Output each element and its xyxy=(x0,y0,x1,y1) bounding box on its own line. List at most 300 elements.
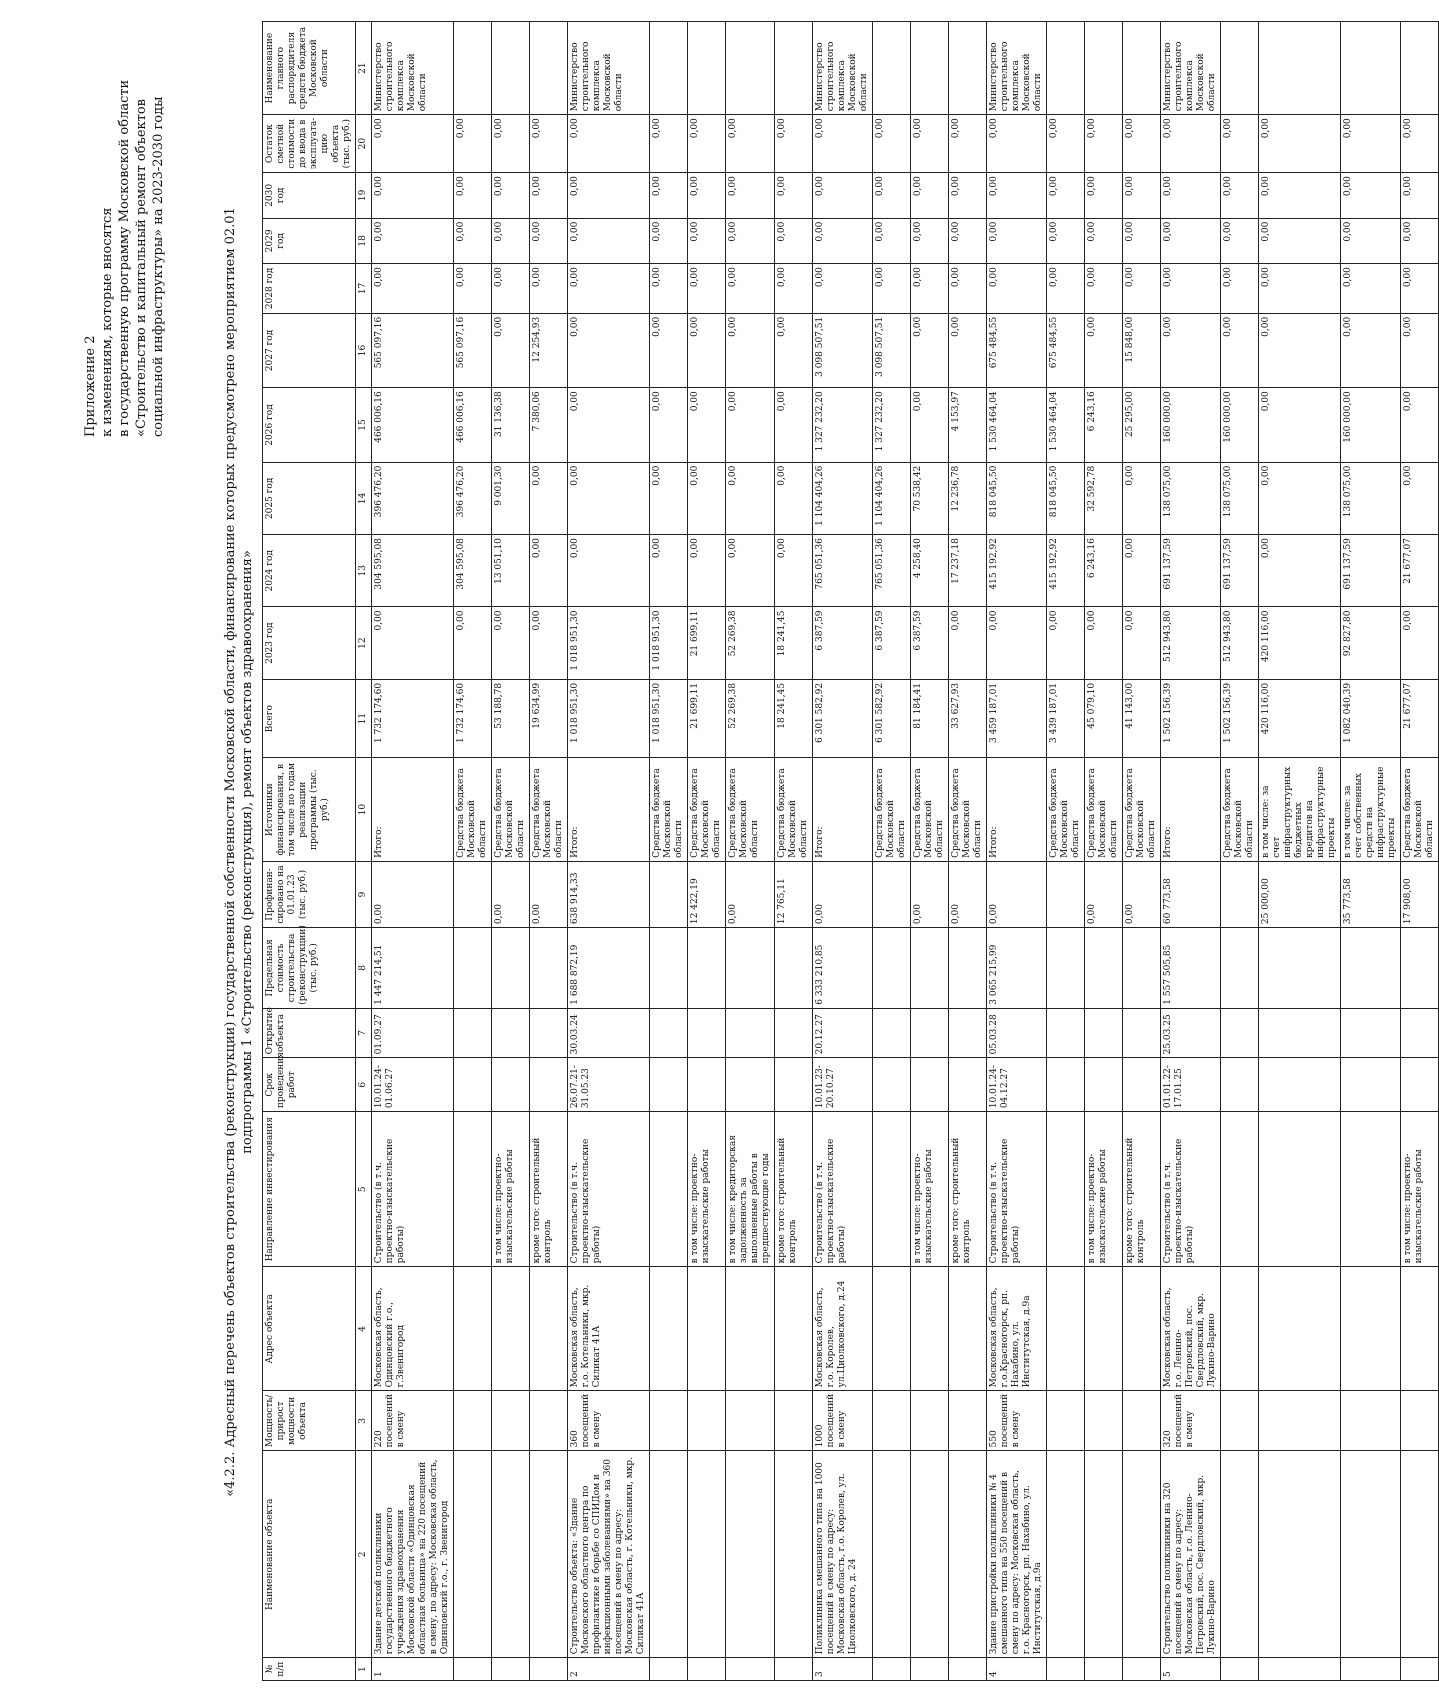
table-cell: 26.07.21-31.05.23 xyxy=(568,1058,650,1112)
table-cell xyxy=(775,1391,813,1451)
table-cell: 512 943,80 xyxy=(1221,607,1259,679)
table-cell xyxy=(650,861,688,927)
table-cell: 0,00 xyxy=(1123,861,1161,927)
table-cell xyxy=(1341,1658,1401,1681)
table-cell xyxy=(911,1391,949,1451)
table-cell: 21 699,11 xyxy=(688,607,726,679)
table-cell: 691 137,59 xyxy=(1221,535,1259,607)
table-cell: 0,00 xyxy=(1085,313,1123,387)
table-cell: 1 104 404,26 xyxy=(813,462,873,534)
table-cell: 1 502 156,39 xyxy=(1221,679,1259,758)
table-cell: Московская область, г.о. Ленино-Петровский, пос. Свердловский, мкр. Лукино-Варино xyxy=(1161,1267,1221,1391)
table-cell xyxy=(873,1008,911,1058)
table-cell xyxy=(1341,1112,1401,1267)
table-cell: 9 001,30 xyxy=(492,462,530,534)
column-header: Профинан-сировано на 01.01.23 (тыс. руб.) xyxy=(263,861,356,927)
table-row xyxy=(1123,22,1161,1681)
table-cell xyxy=(492,1008,530,1058)
table-cell: Московская область, г.о.Красногорск, рп. Нахабино, ул. Институтская, д.9а xyxy=(987,1267,1047,1391)
table-cell: 01.01.22-17.01.25 xyxy=(1161,1058,1221,1112)
table-cell: 818 045,50 xyxy=(1047,462,1085,534)
table-cell: 0,00 xyxy=(1085,173,1123,219)
table-cell xyxy=(1401,1267,1439,1391)
column-header: 2024 год xyxy=(263,535,356,607)
table-cell xyxy=(873,1267,911,1391)
column-header: Наименование главного распорядителя средств бюджета Московской области xyxy=(263,22,356,115)
table-cell: 0,00 xyxy=(530,218,568,264)
table-cell: 691 137,59 xyxy=(1161,535,1221,607)
table-row xyxy=(813,22,873,1681)
table-cell xyxy=(726,1058,775,1112)
table-cell xyxy=(1259,1112,1341,1267)
table-cell: 70 538,42 xyxy=(911,462,949,534)
table-cell: 0,00 xyxy=(911,861,949,927)
table-cell xyxy=(1401,22,1439,115)
table-cell xyxy=(873,928,911,1009)
column-number: 4 xyxy=(356,1267,372,1391)
table-cell: 0,00 xyxy=(726,264,775,314)
table-cell xyxy=(911,1267,949,1391)
table-cell: 0,00 xyxy=(987,173,1047,219)
table-cell: 0,00 xyxy=(492,607,530,679)
table-cell: 6 243,16 xyxy=(1085,388,1123,462)
table-cell: 0,00 xyxy=(873,115,911,173)
table-cell xyxy=(873,22,911,115)
table-row xyxy=(1161,22,1221,1681)
table-cell: 52 269,38 xyxy=(726,679,775,758)
table-cell: 0,00 xyxy=(1085,264,1123,314)
table-cell: 0,00 xyxy=(688,173,726,219)
table-cell: 0,00 xyxy=(1123,115,1161,173)
table-cell xyxy=(530,1658,568,1681)
column-header: Открытие объекта xyxy=(263,1008,356,1058)
column-header: Всего xyxy=(263,679,356,758)
table-cell: в том числе: проектно-изыскательские работы xyxy=(688,1112,726,1267)
table-cell xyxy=(492,1658,530,1681)
address-list-table xyxy=(262,21,1439,1681)
table-cell: 21 699,11 xyxy=(688,679,726,758)
table-cell: 0,00 xyxy=(1259,218,1341,264)
table-cell: 25.03.25 xyxy=(1161,1008,1221,1058)
column-number: 2 xyxy=(356,1451,372,1658)
table-cell: 0,00 xyxy=(1401,607,1439,679)
table-cell: 0,00 xyxy=(650,388,688,462)
table-cell xyxy=(775,1058,813,1112)
table-cell: 0,00 xyxy=(1221,173,1259,219)
table-cell xyxy=(650,1391,688,1451)
table-cell xyxy=(1221,1267,1259,1391)
table-cell: 160 000,00 xyxy=(1221,388,1259,462)
table-cell: 0,00 xyxy=(1047,115,1085,173)
table-cell: 675 484,55 xyxy=(1047,313,1085,387)
table-cell: 01.09.27 xyxy=(372,1008,454,1058)
table-cell: 691 137,59 xyxy=(1341,535,1401,607)
table-cell: в том числе: проектно-изыскательские работы xyxy=(1085,1112,1123,1267)
column-header: Остаток сметной стоимости до ввода в эксплуата-цию объекта (тыс. руб.) xyxy=(263,115,356,173)
table-cell: 0,00 xyxy=(530,607,568,679)
table-cell xyxy=(1085,1267,1123,1391)
table-cell: 0,00 xyxy=(1401,115,1439,173)
table-cell xyxy=(1341,1008,1401,1058)
table-cell: 0,00 xyxy=(1123,218,1161,264)
table-cell: Министерство строительного комплекса Московской области xyxy=(987,22,1047,115)
table-cell xyxy=(1047,1058,1085,1112)
table-cell xyxy=(650,928,688,1009)
table-cell: 0,00 xyxy=(1259,535,1341,607)
table-cell xyxy=(949,1008,987,1058)
table-cell: в том числе: за счет инфраструктурных бюджетных кредитов на инфраструктурные проекты xyxy=(1259,758,1341,861)
table-cell: 0,00 xyxy=(775,264,813,314)
column-number: 9 xyxy=(356,861,372,927)
table-cell: Министерство строительного комплекса Московской области xyxy=(372,22,454,115)
table-cell: Средства бюджета Московской области xyxy=(1401,758,1439,861)
table-cell: 1 082 040,39 xyxy=(1341,679,1401,758)
table-cell: 30.03.24 xyxy=(568,1008,650,1058)
table-cell: 33 627,93 xyxy=(949,679,987,758)
table-cell: 0,00 xyxy=(530,462,568,534)
table-cell: 20.12.27 xyxy=(813,1008,873,1058)
table-cell xyxy=(1085,928,1123,1009)
table-cell xyxy=(688,1267,726,1391)
column-number: 6 xyxy=(356,1058,372,1112)
table-cell xyxy=(1259,1058,1341,1112)
table-cell: Московская область, г.о. Котельники, мкр. Силикат 41А xyxy=(568,1267,650,1391)
table-cell xyxy=(688,1008,726,1058)
table-cell: 304 595,08 xyxy=(454,535,492,607)
table-cell xyxy=(1259,928,1341,1009)
table-cell xyxy=(650,1451,688,1658)
table-cell xyxy=(1221,1451,1259,1658)
table-cell: 0,00 xyxy=(1259,313,1341,387)
table-cell xyxy=(1259,22,1341,115)
table-cell: 12 254,93 xyxy=(530,313,568,387)
table-cell: 35 773,58 xyxy=(1341,861,1401,927)
table-cell xyxy=(530,1008,568,1058)
table-row xyxy=(530,22,568,1681)
table-cell: 0,00 xyxy=(949,313,987,387)
table-cell xyxy=(911,1658,949,1681)
table-cell xyxy=(726,928,775,1009)
table-cell: 1 018 951,30 xyxy=(568,679,650,758)
table-cell: 0,00 xyxy=(530,264,568,314)
table-cell: 4 xyxy=(987,1658,1047,1681)
column-number: 10 xyxy=(356,758,372,861)
table-cell xyxy=(454,861,492,927)
table-cell xyxy=(1259,1391,1341,1451)
table-cell: 3 xyxy=(813,1658,873,1681)
table-cell: 18 241,45 xyxy=(775,607,813,679)
column-number: 12 xyxy=(356,607,372,679)
table-cell: 0,00 xyxy=(987,264,1047,314)
column-number: 7 xyxy=(356,1008,372,1058)
column-header: Мощность/ прирост мощности объекта xyxy=(263,1391,356,1451)
table-cell: Строительство (в т.ч. проектно-изыскательские работы) xyxy=(987,1112,1047,1267)
table-cell: 0,00 xyxy=(1259,264,1341,314)
table-cell: 0,00 xyxy=(873,264,911,314)
table-cell: Средства бюджета Московской области xyxy=(454,758,492,861)
table-cell: 0,00 xyxy=(568,218,650,264)
table-cell: 0,00 xyxy=(949,218,987,264)
column-number: 15 xyxy=(356,388,372,462)
table-cell: Итого: xyxy=(372,758,454,861)
table-cell: 360 посещений в смену xyxy=(568,1391,650,1451)
table-cell: 0,00 xyxy=(492,264,530,314)
table-cell xyxy=(949,1267,987,1391)
table-cell xyxy=(775,928,813,1009)
table-cell: 0,00 xyxy=(1341,218,1401,264)
column-number: 14 xyxy=(356,462,372,534)
table-cell: 0,00 xyxy=(911,115,949,173)
table-cell: 0,00 xyxy=(372,115,454,173)
table-cell: 0,00 xyxy=(568,388,650,462)
table-cell: в том числе: проектно-изыскательские работы xyxy=(492,1112,530,1267)
table-cell: 0,00 xyxy=(1085,115,1123,173)
table-cell: 0,00 xyxy=(1047,607,1085,679)
table-cell: в том числе: кредиторская задолженность за выполненные работы в предшествующие годы xyxy=(726,1112,775,1267)
table-cell: 0,00 xyxy=(530,535,568,607)
table-cell xyxy=(911,1008,949,1058)
table-cell: 0,00 xyxy=(813,264,873,314)
table-cell: 21 677,07 xyxy=(1401,679,1439,758)
table-cell: 0,00 xyxy=(987,218,1047,264)
table-cell: Итого: xyxy=(987,758,1047,861)
table-cell: 0,00 xyxy=(530,173,568,219)
table-cell xyxy=(949,1658,987,1681)
table-cell xyxy=(650,1112,688,1267)
table-cell: 0,00 xyxy=(949,173,987,219)
table-cell: 3 065 215,99 xyxy=(987,928,1047,1009)
table-row xyxy=(650,22,688,1681)
table-cell xyxy=(949,1391,987,1451)
column-number: 19 xyxy=(356,173,372,219)
table-cell xyxy=(454,22,492,115)
table-cell xyxy=(688,1391,726,1451)
table-cell: 3 459 187,01 xyxy=(987,679,1047,758)
column-header: 2028 год xyxy=(263,264,356,314)
table-cell: 0,00 xyxy=(530,115,568,173)
table-cell: 0,00 xyxy=(1401,313,1439,387)
table-cell: 1 732 174,60 xyxy=(372,679,454,758)
annex-line: к изменениям, которые вносятся xyxy=(100,207,115,437)
table-cell: 92 827,80 xyxy=(1341,607,1401,679)
table-cell: 0,00 xyxy=(688,264,726,314)
table-cell: Итого: xyxy=(1161,758,1221,861)
table-cell: кроме того: строительный контроль xyxy=(530,1112,568,1267)
table-cell xyxy=(1259,1658,1341,1681)
table-cell xyxy=(775,1658,813,1681)
table-cell: 0,00 xyxy=(987,115,1047,173)
table-cell xyxy=(650,1008,688,1058)
table-cell xyxy=(1085,1451,1123,1658)
table-cell xyxy=(650,1267,688,1391)
table-cell: 0,00 xyxy=(650,462,688,534)
table-cell: 0,00 xyxy=(813,861,873,927)
table-cell: 565 097,16 xyxy=(372,313,454,387)
table-cell: 0,00 xyxy=(775,115,813,173)
table-cell xyxy=(1401,1391,1439,1451)
table-cell: 396 476,20 xyxy=(372,462,454,534)
table-cell: 0,00 xyxy=(726,218,775,264)
table-cell xyxy=(492,22,530,115)
table-cell: 1 447 214,51 xyxy=(372,928,454,1009)
table-cell: 0,00 xyxy=(568,264,650,314)
table-cell: 0,00 xyxy=(775,173,813,219)
table-cell xyxy=(1085,1058,1123,1112)
table-cell: 0,00 xyxy=(492,115,530,173)
table-row xyxy=(1259,22,1341,1681)
table-cell: 0,00 xyxy=(1123,462,1161,534)
table-cell: 304 595,08 xyxy=(372,535,454,607)
table-cell: 0,00 xyxy=(1221,115,1259,173)
table-cell: 6 387,59 xyxy=(911,607,949,679)
table-cell xyxy=(1123,1391,1161,1451)
table-row xyxy=(911,22,949,1681)
table-cell: Министерство строительного комплекса Московской области xyxy=(1161,22,1221,115)
table-cell: 0,00 xyxy=(911,218,949,264)
table-cell xyxy=(492,1391,530,1451)
table-cell: 0,00 xyxy=(372,218,454,264)
table-cell: 0,00 xyxy=(1401,173,1439,219)
table-cell: 0,00 xyxy=(492,861,530,927)
table-cell: 0,00 xyxy=(650,115,688,173)
table-cell: Итого: xyxy=(568,758,650,861)
table-cell: 13 051,10 xyxy=(492,535,530,607)
table-cell: 0,00 xyxy=(454,218,492,264)
table-cell: 0,00 xyxy=(1047,173,1085,219)
table-cell: 19 634,99 xyxy=(530,679,568,758)
table-cell: Средства бюджета Московской области xyxy=(726,758,775,861)
table-cell: Итого: xyxy=(813,758,873,861)
table-cell: Средства бюджета Московской области xyxy=(530,758,568,861)
table-cell: Средства бюджета Московской области xyxy=(1085,758,1123,861)
table-cell xyxy=(688,1451,726,1658)
table-row xyxy=(1341,22,1401,1681)
table-cell: 0,00 xyxy=(454,607,492,679)
table-cell xyxy=(775,22,813,115)
table-cell: 0,00 xyxy=(726,115,775,173)
table-cell: 220 посещений в смену xyxy=(372,1391,454,1451)
table-cell: 0,00 xyxy=(372,264,454,314)
table-cell xyxy=(726,1267,775,1391)
table-cell: 0,00 xyxy=(726,388,775,462)
table-cell: Средства бюджета Московской области xyxy=(911,758,949,861)
table-cell xyxy=(1085,1008,1123,1058)
table-row xyxy=(372,22,454,1681)
table-cell: 1 530 464,04 xyxy=(987,388,1047,462)
table-cell xyxy=(650,22,688,115)
table-cell: 415 192,92 xyxy=(987,535,1047,607)
table-cell: 31 136,38 xyxy=(492,388,530,462)
table-cell: 1 018 951,30 xyxy=(568,607,650,679)
table-cell: 0,00 xyxy=(987,607,1047,679)
table-cell xyxy=(454,1658,492,1681)
table-cell: 6 387,59 xyxy=(813,607,873,679)
table-cell: 3 098 507,51 xyxy=(873,313,911,387)
table-cell: кроме того: строительный контроль xyxy=(1123,1112,1161,1267)
table-cell xyxy=(1123,1058,1161,1112)
column-number: 3 xyxy=(356,1391,372,1451)
table-cell xyxy=(1401,1058,1439,1112)
table-cell xyxy=(775,1267,813,1391)
table-cell: 0,00 xyxy=(1221,218,1259,264)
table-cell: 138 075,00 xyxy=(1161,462,1221,534)
table-cell: Средства бюджета Московской области xyxy=(688,758,726,861)
table-cell: 0,00 xyxy=(1161,218,1221,264)
table-cell: 0,00 xyxy=(1047,218,1085,264)
table-row xyxy=(1221,22,1259,1681)
table-cell: 0,00 xyxy=(568,313,650,387)
table-cell: 466 006,16 xyxy=(454,388,492,462)
table-cell: 0,00 xyxy=(1161,173,1221,219)
table-cell: 52 269,38 xyxy=(726,607,775,679)
table-cell: 0,00 xyxy=(775,462,813,534)
table-cell: 21 677,07 xyxy=(1401,535,1439,607)
annex-block xyxy=(82,80,167,437)
table-cell: 32 592,78 xyxy=(1085,462,1123,534)
table-row xyxy=(454,22,492,1681)
table-cell xyxy=(530,928,568,1009)
table-cell: Строительство объекта: «Здание Московского областного центра по профилактике и борьбе со СПИДом и инфекционными заболеваниями» на 360 посещений в смену по адресу: Московская область, г. Котельники, мкр. Силикат 41А xyxy=(568,1451,650,1658)
table-cell: 160 000,00 xyxy=(1341,388,1401,462)
table-cell xyxy=(873,1391,911,1451)
table-row xyxy=(987,22,1047,1681)
table-cell: в том числе: проектно-изыскательские работы xyxy=(911,1112,949,1267)
table-cell xyxy=(530,22,568,115)
table-cell: 1 732 174,60 xyxy=(454,679,492,758)
table-cell: 1000 посещений в смену xyxy=(813,1391,873,1451)
table-cell: 3 098 507,51 xyxy=(813,313,873,387)
table-cell: 0,00 xyxy=(530,861,568,927)
table-cell: Поликлиника смешанного типа на 1000 посещений в смену по адресу: Московская область, г.о. Королев, ул. Циолковского, д. 24 xyxy=(813,1451,873,1658)
table-row xyxy=(568,22,650,1681)
table-cell: 1 018 951,30 xyxy=(650,607,688,679)
table-cell: 0,00 xyxy=(775,313,813,387)
table-cell: 0,00 xyxy=(1341,313,1401,387)
table-cell xyxy=(1341,1267,1401,1391)
table-cell: 1 018 951,30 xyxy=(650,679,688,758)
table-cell: 4 153,97 xyxy=(949,388,987,462)
table-cell xyxy=(873,1112,911,1267)
table-cell: 1 530 464,04 xyxy=(1047,388,1085,462)
table-cell: 0,00 xyxy=(372,861,454,927)
table-cell: 0,00 xyxy=(688,462,726,534)
table-cell: 0,00 xyxy=(688,115,726,173)
column-header: Источники финансирования, в том числе по годам реализации программы (тыс. руб.) xyxy=(263,758,356,861)
column-number: 1 xyxy=(356,1658,372,1681)
table-cell: 0,00 xyxy=(1259,173,1341,219)
table-cell: 0,00 xyxy=(1085,861,1123,927)
column-number: 11 xyxy=(356,679,372,758)
table-cell: 7 380,06 xyxy=(530,388,568,462)
column-header: № п/п xyxy=(263,1658,356,1681)
table-cell: 0,00 xyxy=(688,313,726,387)
table-cell: Московская область, Одинцовский г.о., г.Звенигород xyxy=(372,1267,454,1391)
table-row xyxy=(949,22,987,1681)
column-header: Срок проведения работ xyxy=(263,1058,356,1112)
table-cell xyxy=(949,1451,987,1658)
table-cell xyxy=(492,1267,530,1391)
table-cell: Строительство (в т.ч. проектно-изыскательские работы) xyxy=(372,1112,454,1267)
table-cell: 0,00 xyxy=(650,173,688,219)
table-cell: 5 xyxy=(1161,1658,1221,1681)
table-cell xyxy=(688,1058,726,1112)
table-cell: 0,00 xyxy=(813,218,873,264)
table-cell: 0,00 xyxy=(492,218,530,264)
table-cell: Министерство строительного комплекса Московской области xyxy=(568,22,650,115)
table-cell: 675 484,55 xyxy=(987,313,1047,387)
table-cell xyxy=(1085,22,1123,115)
table-cell: 0,00 xyxy=(688,535,726,607)
